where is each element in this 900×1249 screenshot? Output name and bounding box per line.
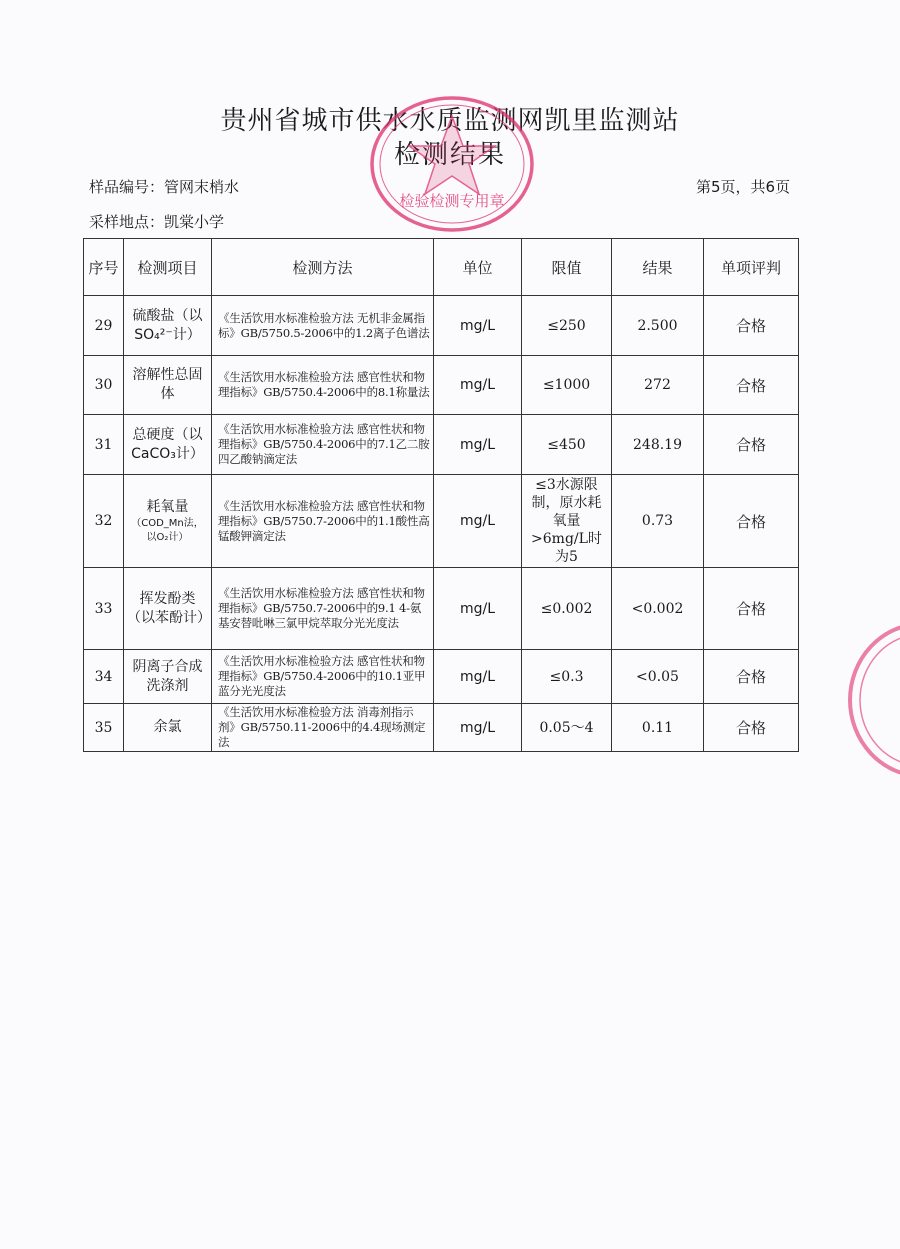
table-row xyxy=(84,650,799,704)
row-unit: mg/L xyxy=(434,704,522,752)
row-result: 0.11 xyxy=(612,704,704,752)
row-verdict: 合格 xyxy=(704,704,799,752)
row-unit: mg/L xyxy=(434,475,522,568)
results-table xyxy=(83,238,799,752)
header-result: 结果 xyxy=(612,239,704,296)
table-row xyxy=(84,415,799,475)
row-method: 《生活饮用水标准检验方法 无机非金属指标》GB/5750.5-2006中的1.2离子色谱法 xyxy=(212,296,434,356)
report-subtitle: 检测结果 xyxy=(393,140,506,170)
row-no: 29 xyxy=(84,296,124,356)
row-verdict: 合格 xyxy=(704,356,799,415)
row-unit: mg/L xyxy=(434,568,522,650)
row-result: 248.19 xyxy=(612,415,704,475)
row-no: 33 xyxy=(84,568,124,650)
row-verdict: 合格 xyxy=(704,568,799,650)
row-limit: ≤0.002 xyxy=(522,568,612,650)
table-row xyxy=(84,568,799,650)
row-verdict: 合格 xyxy=(704,650,799,704)
row-no: 31 xyxy=(84,415,124,475)
report-title-block xyxy=(0,104,900,172)
row-unit: mg/L xyxy=(434,650,522,704)
row-method: 《生活饮用水标准检验方法 消毒剂指示剂》GB/5750.11-2006中的4.4现场测定法 xyxy=(212,704,434,752)
row-method: 《生活饮用水标准检验方法 感官性状和物理指标》GB/5750.4-2006中的7.1乙二胺四乙酸钠滴定法 xyxy=(212,415,434,475)
row-item: 总硬度（以CaCO₃计） xyxy=(124,415,212,475)
row-limit: ≤250 xyxy=(522,296,612,356)
row-no: 32 xyxy=(84,475,124,568)
table-header-row xyxy=(84,239,799,296)
seal-text: 检验检测专用章 xyxy=(399,192,505,210)
header-limit: 限值 xyxy=(522,239,612,296)
row-item: 溶解性总固体 xyxy=(124,356,212,415)
row-method: 《生活饮用水标准检验方法 感官性状和物理指标》GB/5750.4-2006中的10.1亚甲蓝分光光度法 xyxy=(212,650,434,704)
row-item: 耗氧量 xyxy=(146,498,189,515)
header-unit: 单位 xyxy=(434,239,522,296)
sample-number: 样品编号：管网末梢水 xyxy=(89,178,240,196)
table-row xyxy=(84,704,799,752)
row-no: 30 xyxy=(84,356,124,415)
row-item-cell xyxy=(124,475,212,568)
header-item: 检测项目 xyxy=(124,239,212,296)
row-method: 《生活饮用水标准检验方法 感官性状和物理指标》GB/5750.4-2006中的8.1称量法 xyxy=(212,356,434,415)
row-limit: 0.05～4 xyxy=(522,704,612,752)
row-item: 余氯 xyxy=(124,704,212,752)
row-item: 阴离子合成洗涤剂 xyxy=(124,650,212,704)
sampling-site: 采样地点：凯棠小学 xyxy=(89,213,225,231)
row-item: 挥发酚类（以苯酚计） xyxy=(124,568,212,650)
table-row xyxy=(84,296,799,356)
row-item-note: （COD_Mn法，以O₂计） xyxy=(131,517,204,543)
row-result: 2.500 xyxy=(612,296,704,356)
page-indicator: 第5页，共6页 xyxy=(696,178,791,196)
row-unit: mg/L xyxy=(434,415,522,475)
row-unit: mg/L xyxy=(434,356,522,415)
row-result: 0.73 xyxy=(612,475,704,568)
table-row xyxy=(84,475,799,568)
row-no: 35 xyxy=(84,704,124,752)
row-verdict: 合格 xyxy=(704,415,799,475)
header-no: 序号 xyxy=(84,239,124,296)
row-limit: ≤450 xyxy=(522,415,612,475)
header-verdict: 单项评判 xyxy=(704,239,799,296)
row-result: <0.05 xyxy=(612,650,704,704)
table-row xyxy=(84,356,799,415)
row-verdict: 合格 xyxy=(704,296,799,356)
row-verdict: 合格 xyxy=(704,475,799,568)
row-item: 硫酸盐（以SO₄²⁻计） xyxy=(124,296,212,356)
partial-seal-stamp xyxy=(842,618,900,783)
row-no: 34 xyxy=(84,650,124,704)
row-unit: mg/L xyxy=(434,296,522,356)
row-limit: ≤3水源限制，原水耗氧量>6mg/L时为5 xyxy=(522,475,612,568)
row-result: <0.002 xyxy=(612,568,704,650)
report-title: 贵州省城市供水水质监测网凯里监测站 xyxy=(220,106,680,136)
row-method: 《生活饮用水标准检验方法 感官性状和物理指标》GB/5750.7-2006中的9.1 4-氨基安替吡啉三氯甲烷萃取分光光度法 xyxy=(212,568,434,650)
row-method: 《生活饮用水标准检验方法 感官性状和物理指标》GB/5750.7-2006中的1.1酸性高锰酸钾滴定法 xyxy=(212,475,434,568)
row-limit: ≤1000 xyxy=(522,356,612,415)
row-limit: ≤0.3 xyxy=(522,650,612,704)
header-method: 检测方法 xyxy=(212,239,434,296)
row-result: 272 xyxy=(612,356,704,415)
